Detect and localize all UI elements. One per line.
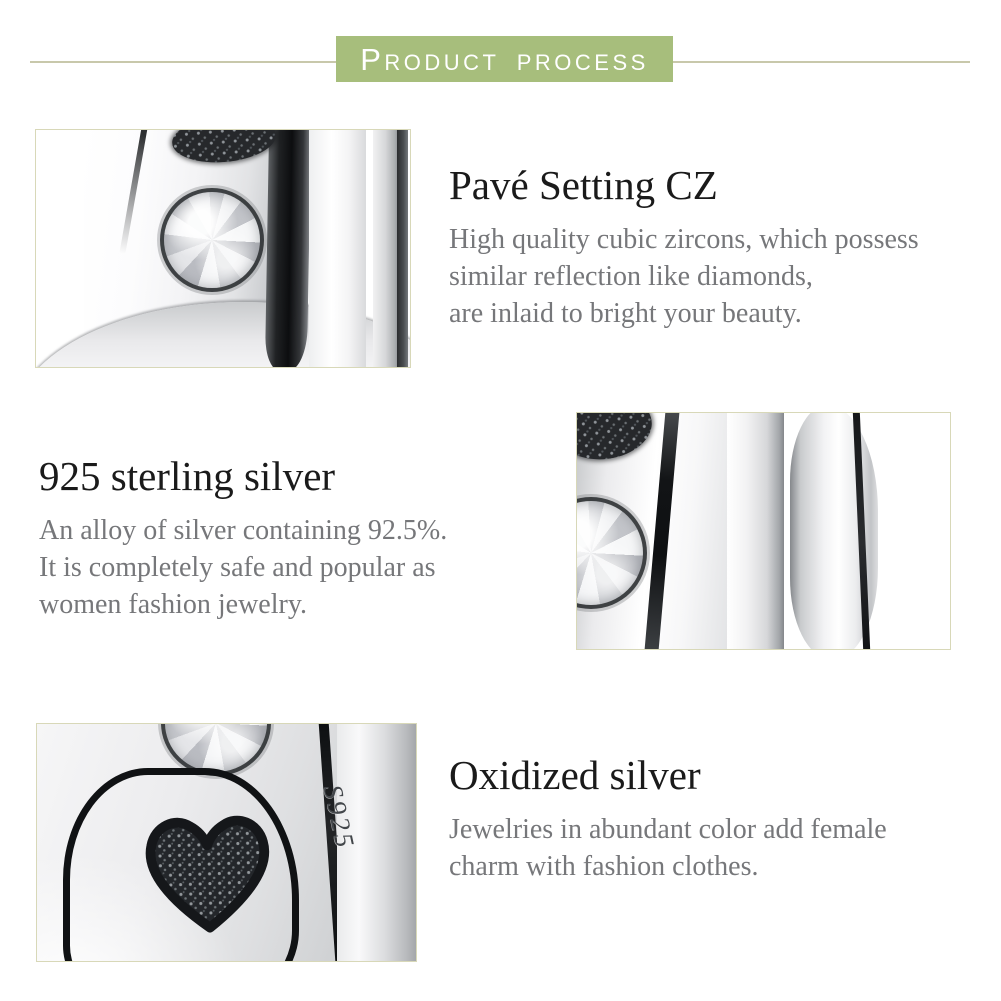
section-body [449, 221, 919, 332]
section-title: Pavé Setting CZ [449, 162, 718, 208]
photo-pave-setting-cz [35, 129, 411, 368]
section-body-line: Jewelries in abundant color add female [449, 814, 887, 846]
hallmark-engraving: S925 [317, 782, 361, 853]
section-body [39, 512, 447, 623]
dark-band [265, 129, 311, 368]
cz-stone-icon [164, 192, 260, 288]
bright-band [309, 130, 366, 367]
metal-column [727, 413, 784, 649]
section-body-line: are inlaid to bright your beauty. [449, 298, 802, 330]
section-oxidized-silver [449, 751, 887, 885]
metal-column [373, 130, 398, 367]
section-body-line: charm with fashion clothes. [449, 851, 759, 883]
header-rule-right [673, 61, 970, 63]
product-process-band [336, 36, 673, 82]
oxidized-heart-icon [135, 800, 282, 939]
section-body-line: similar reflection like diamonds, [449, 261, 813, 293]
section-body-line: High quality cubic zircons, which possess [449, 224, 919, 256]
photo-oxidized-heart [36, 723, 417, 962]
section-body-line: It is completely safe and popular as [39, 552, 436, 584]
section-925-sterling-silver [39, 452, 447, 623]
section-title: 925 sterling silver [39, 453, 336, 499]
band-title: PRODUCT PROCESS [360, 41, 649, 77]
section-body [449, 811, 887, 885]
section-body-line: women fashion jewelry. [39, 589, 307, 621]
photo-sterling-silver-detail [576, 412, 951, 650]
section-body-line: An alloy of silver containing 92.5%. [39, 515, 448, 547]
cz-stone-icon [165, 723, 267, 772]
section-pave-setting-cz [449, 161, 919, 332]
header-rule-left [30, 61, 336, 63]
dark-strip [397, 130, 408, 367]
section-title: Oxidized silver [449, 752, 701, 798]
